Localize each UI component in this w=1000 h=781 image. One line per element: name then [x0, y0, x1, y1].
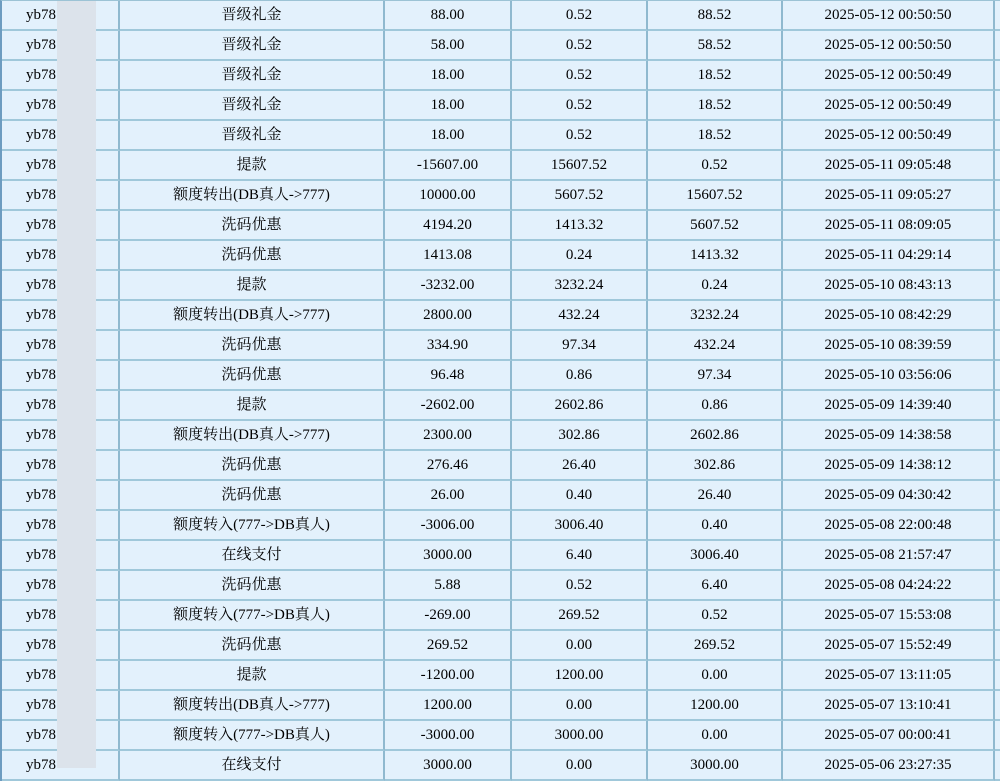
balance-before-cell: 0.52: [512, 1, 648, 31]
transaction-type-cell: 额度转入(777->DB真人): [120, 601, 385, 631]
username-text: yb78: [26, 277, 56, 293]
username-redaction-overlay: [57, 1, 96, 768]
amount-cell: 18.00: [385, 61, 512, 91]
balance-after-cell: 302.86: [648, 451, 783, 481]
balance-before-cell: 5607.52: [512, 181, 648, 211]
transaction-type-cell: 提款: [120, 661, 385, 691]
balance-before-cell: 2602.86: [512, 391, 648, 421]
balance-before-cell: 3232.24: [512, 271, 648, 301]
username-text: yb78: [26, 307, 56, 323]
balance-after-cell: 0.52: [648, 601, 783, 631]
balance-after-cell: 18.52: [648, 61, 783, 91]
timestamp-cell: 2025-05-12 00:50:49: [783, 121, 995, 151]
table-row: [2, 31, 1000, 61]
amount-cell: -2602.00: [385, 391, 512, 421]
username-text: yb78: [26, 337, 56, 353]
edge-spacer-cell: [995, 91, 1000, 121]
amount-cell: 334.90: [385, 331, 512, 361]
username-text: yb78: [26, 187, 56, 203]
timestamp-cell: 2025-05-10 03:56:06: [783, 361, 995, 391]
table-row: [2, 331, 1000, 361]
timestamp-cell: 2025-05-07 15:52:49: [783, 631, 995, 661]
balance-after-cell: 1200.00: [648, 691, 783, 721]
username-text: yb78: [26, 577, 56, 593]
username-text: yb78: [26, 67, 56, 83]
transaction-type-cell: 在线支付: [120, 751, 385, 781]
timestamp-cell: 2025-05-12 00:50:50: [783, 1, 995, 31]
balance-before-cell: 0.52: [512, 31, 648, 61]
transaction-type-cell: 洗码优惠: [120, 361, 385, 391]
timestamp-cell: 2025-05-09 14:39:40: [783, 391, 995, 421]
table-row: [2, 181, 1000, 211]
transaction-type-cell: 在线支付: [120, 541, 385, 571]
transaction-type-cell: 晋级礼金: [120, 1, 385, 31]
username-text: yb78: [26, 487, 56, 503]
edge-spacer-cell: [995, 241, 1000, 271]
balance-after-cell: 269.52: [648, 631, 783, 661]
table-row: [2, 151, 1000, 181]
transaction-type-cell: 洗码优惠: [120, 331, 385, 361]
balance-before-cell: 3006.40: [512, 511, 648, 541]
balance-after-cell: 0.86: [648, 391, 783, 421]
username-text: yb78: [26, 727, 56, 743]
transaction-type-cell: 晋级礼金: [120, 61, 385, 91]
balance-after-cell: 0.40: [648, 511, 783, 541]
timestamp-cell: 2025-05-07 15:53:08: [783, 601, 995, 631]
table-row: [2, 541, 1000, 571]
table-row: [2, 271, 1000, 301]
edge-spacer-cell: [995, 571, 1000, 601]
table-row: [2, 121, 1000, 151]
amount-cell: 4194.20: [385, 211, 512, 241]
balance-after-cell: 6.40: [648, 571, 783, 601]
balance-after-cell: 26.40: [648, 481, 783, 511]
edge-spacer-cell: [995, 631, 1000, 661]
balance-before-cell: 3000.00: [512, 721, 648, 751]
balance-before-cell: 0.40: [512, 481, 648, 511]
balance-after-cell: 1413.32: [648, 241, 783, 271]
username-text: yb78: [26, 757, 56, 773]
table-row: [2, 391, 1000, 421]
balance-after-cell: 97.34: [648, 361, 783, 391]
edge-spacer-cell: [995, 391, 1000, 421]
transaction-type-cell: 额度转入(777->DB真人): [120, 721, 385, 751]
edge-spacer-cell: [995, 211, 1000, 241]
balance-before-cell: 1200.00: [512, 661, 648, 691]
table-row: [2, 631, 1000, 661]
amount-cell: 10000.00: [385, 181, 512, 211]
balance-before-cell: 6.40: [512, 541, 648, 571]
transaction-type-cell: 提款: [120, 271, 385, 301]
transaction-type-cell: 提款: [120, 391, 385, 421]
edge-spacer-cell: [995, 481, 1000, 511]
table-row: [2, 91, 1000, 121]
table-row: [2, 421, 1000, 451]
edge-spacer-cell: [995, 1, 1000, 31]
amount-cell: 269.52: [385, 631, 512, 661]
table-row: [2, 511, 1000, 541]
amount-cell: 2800.00: [385, 301, 512, 331]
balance-before-cell: 0.86: [512, 361, 648, 391]
username-text: yb78: [26, 367, 56, 383]
timestamp-cell: 2025-05-10 08:43:13: [783, 271, 995, 301]
edge-spacer-cell: [995, 31, 1000, 61]
transaction-type-cell: 洗码优惠: [120, 241, 385, 271]
timestamp-cell: 2025-05-10 08:42:29: [783, 301, 995, 331]
balance-before-cell: 97.34: [512, 331, 648, 361]
balance-before-cell: 26.40: [512, 451, 648, 481]
amount-cell: 88.00: [385, 1, 512, 31]
balance-after-cell: 58.52: [648, 31, 783, 61]
transaction-type-cell: 洗码优惠: [120, 211, 385, 241]
transaction-type-cell: 洗码优惠: [120, 571, 385, 601]
edge-spacer-cell: [995, 721, 1000, 751]
timestamp-cell: 2025-05-08 22:00:48: [783, 511, 995, 541]
timestamp-cell: 2025-05-10 08:39:59: [783, 331, 995, 361]
username-text: yb78: [26, 547, 56, 563]
username-text: yb78: [26, 427, 56, 443]
table-row: [2, 601, 1000, 631]
balance-before-cell: 15607.52: [512, 151, 648, 181]
edge-spacer-cell: [995, 331, 1000, 361]
edge-spacer-cell: [995, 361, 1000, 391]
transaction-type-cell: 洗码优惠: [120, 451, 385, 481]
table-row: [2, 661, 1000, 691]
username-text: yb78: [26, 127, 56, 143]
edge-spacer-cell: [995, 421, 1000, 451]
amount-cell: -3000.00: [385, 721, 512, 751]
balance-before-cell: 0.52: [512, 61, 648, 91]
balance-after-cell: 0.52: [648, 151, 783, 181]
timestamp-cell: 2025-05-12 00:50:49: [783, 61, 995, 91]
amount-cell: -269.00: [385, 601, 512, 631]
transaction-type-cell: 提款: [120, 151, 385, 181]
transaction-rows: [2, 1, 1000, 781]
timestamp-cell: 2025-05-07 13:11:05: [783, 661, 995, 691]
username-text: yb78: [26, 7, 56, 23]
table-row: [2, 241, 1000, 271]
username-text: yb78: [26, 247, 56, 263]
balance-before-cell: 1413.32: [512, 211, 648, 241]
transaction-type-cell: 额度转入(777->DB真人): [120, 511, 385, 541]
timestamp-cell: 2025-05-12 00:50:49: [783, 91, 995, 121]
balance-after-cell: 15607.52: [648, 181, 783, 211]
transaction-type-cell: 额度转出(DB真人->777): [120, 181, 385, 211]
balance-before-cell: 432.24: [512, 301, 648, 331]
username-text: yb78: [26, 397, 56, 413]
table-row: [2, 451, 1000, 481]
balance-before-cell: 0.52: [512, 571, 648, 601]
username-text: yb78: [26, 97, 56, 113]
balance-after-cell: 88.52: [648, 1, 783, 31]
amount-cell: 18.00: [385, 91, 512, 121]
amount-cell: -3232.00: [385, 271, 512, 301]
amount-cell: -3006.00: [385, 511, 512, 541]
amount-cell: 3000.00: [385, 541, 512, 571]
table-row: [2, 211, 1000, 241]
timestamp-cell: 2025-05-09 14:38:12: [783, 451, 995, 481]
username-text: yb78: [26, 697, 56, 713]
balance-after-cell: 0.24: [648, 271, 783, 301]
edge-spacer-cell: [995, 541, 1000, 571]
edge-spacer-cell: [995, 511, 1000, 541]
table-row: [2, 751, 1000, 781]
amount-cell: 1413.08: [385, 241, 512, 271]
timestamp-cell: 2025-05-11 09:05:48: [783, 151, 995, 181]
amount-cell: 96.48: [385, 361, 512, 391]
timestamp-cell: 2025-05-09 14:38:58: [783, 421, 995, 451]
amount-cell: 2300.00: [385, 421, 512, 451]
amount-cell: 18.00: [385, 121, 512, 151]
edge-spacer-cell: [995, 151, 1000, 181]
balance-after-cell: 0.00: [648, 661, 783, 691]
timestamp-cell: 2025-05-11 08:09:05: [783, 211, 995, 241]
balance-before-cell: 269.52: [512, 601, 648, 631]
timestamp-cell: 2025-05-07 00:00:41: [783, 721, 995, 751]
table-row: [2, 481, 1000, 511]
balance-after-cell: 3006.40: [648, 541, 783, 571]
balance-before-cell: 0.24: [512, 241, 648, 271]
username-text: yb78: [26, 517, 56, 533]
username-text: yb78: [26, 37, 56, 53]
table-row: [2, 361, 1000, 391]
edge-spacer-cell: [995, 661, 1000, 691]
table-row: [2, 1, 1000, 31]
username-text: yb78: [26, 457, 56, 473]
balance-before-cell: 0.52: [512, 121, 648, 151]
edge-spacer-cell: [995, 121, 1000, 151]
balance-before-cell: 0.00: [512, 691, 648, 721]
edge-spacer-cell: [995, 751, 1000, 781]
transaction-type-cell: 晋级礼金: [120, 91, 385, 121]
timestamp-cell: 2025-05-08 21:57:47: [783, 541, 995, 571]
timestamp-cell: 2025-05-08 04:24:22: [783, 571, 995, 601]
timestamp-cell: 2025-05-11 09:05:27: [783, 181, 995, 211]
table-row: [2, 571, 1000, 601]
transaction-type-cell: 晋级礼金: [120, 121, 385, 151]
edge-spacer-cell: [995, 691, 1000, 721]
balance-before-cell: 302.86: [512, 421, 648, 451]
balance-after-cell: 2602.86: [648, 421, 783, 451]
edge-spacer-cell: [995, 61, 1000, 91]
transaction-type-cell: 洗码优惠: [120, 481, 385, 511]
timestamp-cell: 2025-05-11 04:29:14: [783, 241, 995, 271]
table-row: [2, 691, 1000, 721]
table-row: [2, 301, 1000, 331]
balance-after-cell: 18.52: [648, 121, 783, 151]
balance-after-cell: 3000.00: [648, 751, 783, 781]
edge-spacer-cell: [995, 271, 1000, 301]
amount-cell: -15607.00: [385, 151, 512, 181]
amount-cell: 3000.00: [385, 751, 512, 781]
balance-before-cell: 0.00: [512, 631, 648, 661]
username-text: yb78: [26, 157, 56, 173]
amount-cell: 58.00: [385, 31, 512, 61]
amount-cell: 26.00: [385, 481, 512, 511]
timestamp-cell: 2025-05-09 04:30:42: [783, 481, 995, 511]
timestamp-cell: 2025-05-07 13:10:41: [783, 691, 995, 721]
username-text: yb78: [26, 607, 56, 623]
transaction-type-cell: 额度转出(DB真人->777): [120, 421, 385, 451]
username-text: yb78: [26, 667, 56, 683]
transaction-type-cell: 晋级礼金: [120, 31, 385, 61]
balance-after-cell: 0.00: [648, 721, 783, 751]
edge-spacer-cell: [995, 181, 1000, 211]
balance-after-cell: 3232.24: [648, 301, 783, 331]
amount-cell: 276.46: [385, 451, 512, 481]
timestamp-cell: 2025-05-12 00:50:50: [783, 31, 995, 61]
transaction-type-cell: 额度转出(DB真人->777): [120, 691, 385, 721]
username-text: yb78: [26, 637, 56, 653]
table-row: [2, 721, 1000, 751]
amount-cell: 5.88: [385, 571, 512, 601]
edge-spacer-cell: [995, 301, 1000, 331]
edge-spacer-cell: [995, 601, 1000, 631]
transaction-type-cell: 洗码优惠: [120, 631, 385, 661]
username-text: yb78: [26, 217, 56, 233]
amount-cell: -1200.00: [385, 661, 512, 691]
balance-after-cell: 432.24: [648, 331, 783, 361]
balance-before-cell: 0.00: [512, 751, 648, 781]
table-row: [2, 61, 1000, 91]
timestamp-cell: 2025-05-06 23:27:35: [783, 751, 995, 781]
balance-before-cell: 0.52: [512, 91, 648, 121]
balance-after-cell: 18.52: [648, 91, 783, 121]
balance-after-cell: 5607.52: [648, 211, 783, 241]
amount-cell: 1200.00: [385, 691, 512, 721]
transaction-type-cell: 额度转出(DB真人->777): [120, 301, 385, 331]
edge-spacer-cell: [995, 451, 1000, 481]
